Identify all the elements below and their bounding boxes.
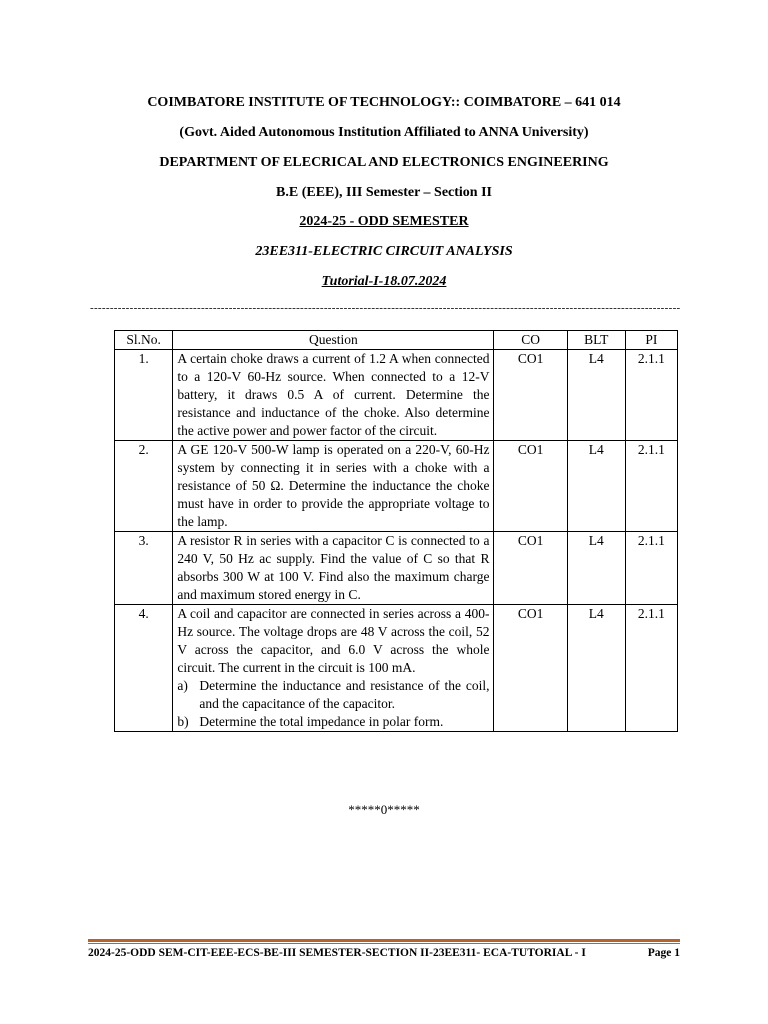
course-title: 23EE311-ELECTRIC CIRCUIT ANALYSIS <box>255 244 513 259</box>
program-line: B.E (EEE), III Semester – Section II <box>276 185 492 200</box>
sub-question-b <box>177 713 489 731</box>
end-marker: *****0***** <box>348 802 420 817</box>
sub-question-label: a) <box>177 678 188 693</box>
row-blt: L4 <box>567 441 625 532</box>
row-pi: 2.1.1 <box>625 350 677 441</box>
row-question: A GE 120-V 500-W lamp is operated on a 220-V, 60-Hz system by connecting it in series with a choke with a resistance of 50 Ω. Determine the inductance the choke must have in order to provide the appropriate voltage to the lamp. <box>173 441 494 532</box>
row-pi: 2.1.1 <box>625 532 677 605</box>
institute-name: COIMBATORE INSTITUTE OF TECHNOLOGY:: COIMBATORE – 641 014 <box>147 95 621 110</box>
row-co: CO1 <box>494 441 567 532</box>
question-table <box>114 330 678 732</box>
dashed-divider: ----------------------------------------------------------------------------------------------------------------------------------------------------- <box>90 303 680 313</box>
header-pi: PI <box>625 331 677 350</box>
row-blt: L4 <box>567 350 625 441</box>
row-co: CO1 <box>494 350 567 441</box>
table-header-row <box>115 331 678 350</box>
footer-text: 2024-25-ODD SEM-CIT-EEE-ECS-BE-III SEMESTER-SECTION II-23EE311- ECA-TUTORIAL - I <box>88 947 586 959</box>
sub-question-a <box>177 677 489 713</box>
table-row <box>115 605 678 732</box>
tutorial-title <box>0 273 768 291</box>
header-question: Question <box>173 331 494 350</box>
row-slno: 2. <box>115 441 173 532</box>
page-number: Page 1 <box>647 947 680 959</box>
department-name: DEPARTMENT OF ELECRICAL AND ELECTRONICS ENGINEERING <box>159 155 609 170</box>
row-slno: 1. <box>115 350 173 441</box>
row-slno: 3. <box>115 532 173 605</box>
row-blt: L4 <box>567 605 625 732</box>
table-row <box>115 441 678 532</box>
row-question: A certain choke draws a current of 1.2 A when connected to a 120-V 60-Hz source. When connected to a 12-V battery, it draws 0.5 A of current. Determine the resistance and inductance of the choke. Also determine the active power and power factor of the circuit. <box>173 350 494 441</box>
header-blt: BLT <box>567 331 625 350</box>
table-row <box>115 350 678 441</box>
page-footer <box>88 947 680 959</box>
tutorial-text: Tutorial-I-18.07.2024 <box>321 274 447 289</box>
row-pi: 2.1.1 <box>625 441 677 532</box>
table-row <box>115 532 678 605</box>
footer-rule-thin <box>88 943 680 944</box>
sub-question-label: b) <box>177 714 189 729</box>
row-pi: 2.1.1 <box>625 605 677 732</box>
row-slno: 4. <box>115 605 173 732</box>
row-co: CO1 <box>494 605 567 732</box>
footer-rule-thick <box>88 939 680 942</box>
sub-question-text: Determine the inductance and resistance of the coil, and the capacitance of the capacitor. <box>199 678 490 711</box>
question-text: A coil and capacitor are connected in series across a 400-Hz source. The voltage drops are 48 V across the coil, 52 V across the capacitor, and 6.0 V across the whole circuit. The current in the circuit is 100 mA. <box>177 606 490 675</box>
sub-question-text: Determine the total impedance in polar form. <box>199 714 444 729</box>
row-co: CO1 <box>494 532 567 605</box>
row-blt: L4 <box>567 532 625 605</box>
header-co: CO <box>494 331 567 350</box>
affiliation-line: (Govt. Aided Autonomous Institution Affiliated to ANNA University) <box>179 125 589 140</box>
header-slno: Sl.No. <box>115 331 173 350</box>
row-question <box>173 605 494 732</box>
row-question: A resistor R in series with a capacitor C is connected to a 240 V, 50 Hz ac supply. Find the value of C so that R absorbs 300 W at 100 V. Find also the maximum charge and maximum stored energy in C. <box>173 532 494 605</box>
semester-text: 2024-25 - ODD SEMESTER <box>299 214 469 229</box>
semester-title <box>0 213 768 231</box>
